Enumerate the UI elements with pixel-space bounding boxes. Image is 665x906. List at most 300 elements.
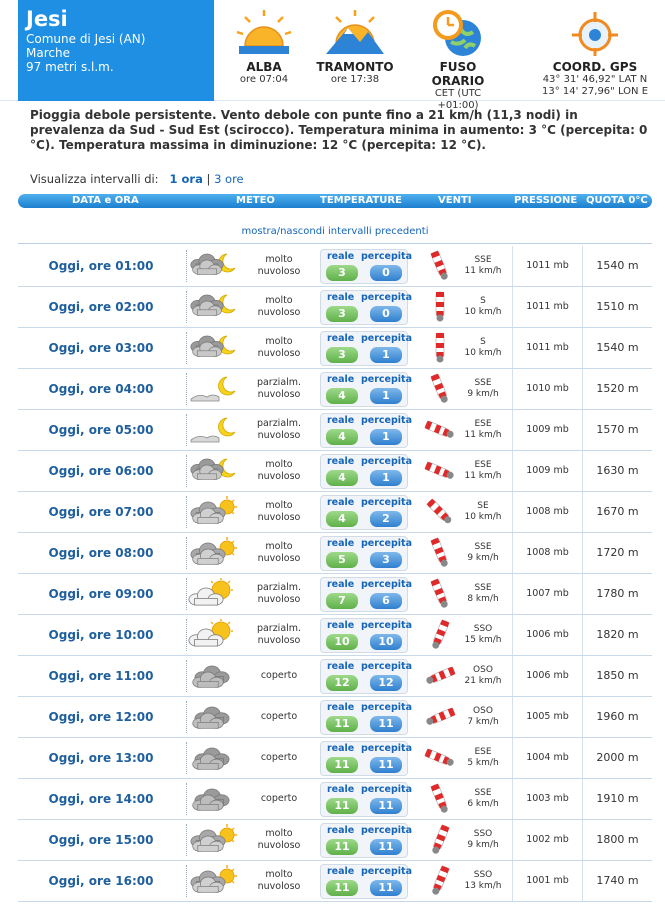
overcast-icon	[186, 701, 238, 733]
gps-target-icon	[540, 4, 650, 58]
windsock-icon	[422, 619, 458, 651]
pressure-value: 1006 mb	[512, 656, 582, 696]
wind-direction: SSO	[473, 829, 493, 839]
perceived-temp-value: 0	[370, 265, 402, 281]
row-time: Oggi, ore 01:00	[48, 259, 154, 273]
condition-line1: parzialm.	[256, 418, 302, 429]
real-temp-label: reale	[327, 702, 355, 713]
forecast-description: Pioggia debole persistente. Vento debole con punte fino a 21 km/h (11,3 nodi) in prevalenza da Sud - Sud Est (scirocco). Temperatura minima in aumento: 3 °C (percepita: 0 °C). Temperatura massima in diminuzione: 12 °C (percepita: 12 °C).	[30, 108, 648, 152]
wind-speed: 6 km/h	[467, 799, 499, 809]
wind-cell	[416, 697, 508, 737]
condition-line1: molto	[265, 541, 293, 552]
real-temp-label: reale	[327, 743, 355, 754]
wind-speed: 8 km/h	[467, 594, 499, 604]
wind-speed: 5 km/h	[467, 758, 499, 768]
real-temp-label: reale	[327, 825, 355, 836]
wind-cell	[416, 656, 508, 696]
windsock-icon	[422, 660, 458, 692]
wind-cell	[416, 615, 508, 655]
wind-info	[460, 337, 506, 359]
pressure-value: 1001 mb	[512, 861, 582, 901]
row-condition	[240, 369, 318, 409]
freezing-level-value: 1670 m	[582, 492, 652, 532]
wind-speed: 10 km/h	[464, 348, 502, 358]
condition-line1: molto	[265, 828, 293, 839]
wind-speed: 9 km/h	[467, 389, 499, 399]
freezing-level-value: 1720 m	[582, 533, 652, 573]
perceived-temp-label: percepita	[361, 374, 413, 385]
temperature-box	[320, 413, 413, 448]
condition-line1: parzialm.	[256, 582, 302, 593]
real-temp-value: 11	[326, 880, 358, 896]
row-time: Oggi, ore 04:00	[48, 382, 154, 396]
real-temp-label: reale	[327, 374, 355, 385]
wind-info	[460, 870, 506, 892]
col-date: DATA e ORA	[72, 195, 139, 206]
condition-line2: nuvoloso	[257, 512, 301, 523]
toggle-label[interactable]: mostra/nascondi intervalli precedenti	[241, 226, 429, 237]
pressure-value: 1004 mb	[512, 738, 582, 778]
timezone-value: CET (UTC +01:00)	[434, 88, 482, 111]
pressure-value: 1011 mb	[512, 246, 582, 286]
pressure-value: 1009 mb	[512, 451, 582, 491]
gps-longitude: 13° 14' 27,96" LON E	[541, 86, 649, 97]
row-condition	[240, 287, 318, 327]
perceived-temp-label: percepita	[361, 825, 413, 836]
temperature-box	[320, 741, 413, 776]
row-time: Oggi, ore 13:00	[48, 751, 154, 765]
freezing-level-value: 1960 m	[582, 697, 652, 737]
freezing-level-value: 1540 m	[582, 246, 652, 286]
freezing-level-value: 1520 m	[582, 369, 652, 409]
sunrise-info	[226, 4, 302, 96]
perceived-temp-value: 6	[370, 593, 402, 609]
wind-info	[460, 255, 506, 277]
wind-speed: 11 km/h	[464, 430, 502, 440]
windsock-icon	[422, 783, 458, 815]
row-time: Oggi, ore 16:00	[48, 874, 154, 888]
sunset-time: ore 17:38	[330, 74, 380, 85]
real-temp-label: reale	[327, 333, 355, 344]
windsock-icon	[422, 455, 458, 487]
condition-line2: nuvoloso	[257, 471, 301, 482]
wind-info	[460, 665, 506, 687]
gps-info	[540, 4, 650, 96]
real-temp-value: 3	[326, 347, 358, 363]
sunset-title: TRAMONTO	[316, 60, 394, 74]
perceived-temp-value: 1	[370, 470, 402, 486]
wind-speed: 13 km/h	[464, 881, 502, 891]
condition-line1: molto	[265, 254, 293, 265]
sunrise-time: ore 07:04	[239, 74, 289, 85]
altitude-label: 97 metri s.l.m.	[26, 60, 114, 74]
condition-line2: nuvoloso	[257, 840, 301, 851]
condition-line1: coperto	[260, 752, 298, 763]
windsock-icon	[422, 291, 458, 323]
real-temp-value: 3	[326, 265, 358, 281]
real-temp-value: 12	[326, 675, 358, 691]
windsock-icon	[422, 414, 458, 446]
wind-info	[460, 829, 506, 851]
perceived-temp-label: percepita	[361, 702, 413, 713]
wind-speed: 9 km/h	[467, 553, 499, 563]
pressure-value: 1009 mb	[512, 410, 582, 450]
windsock-icon	[422, 578, 458, 610]
wind-info	[460, 296, 506, 318]
col-quota: QUOTA 0°C	[586, 195, 648, 206]
condition-line1: molto	[265, 500, 293, 511]
row-condition	[240, 615, 318, 655]
wind-info	[460, 460, 506, 482]
condition-line2: nuvoloso	[257, 266, 301, 277]
windsock-icon	[422, 865, 458, 897]
condition-line2: nuvoloso	[257, 389, 301, 400]
condition-line2: nuvoloso	[257, 635, 301, 646]
perceived-temp-value: 1	[370, 429, 402, 445]
wind-speed: 10 km/h	[464, 307, 502, 317]
perceived-temp-value: 0	[370, 306, 402, 322]
wind-direction: ESE	[474, 747, 492, 757]
wind-cell	[416, 287, 508, 327]
row-time: Oggi, ore 02:00	[48, 300, 154, 314]
interval-label: Visualizza intervalli di:	[30, 172, 159, 186]
interval-3h-link[interactable]: 3 ore	[214, 172, 244, 186]
temperature-box	[320, 864, 413, 899]
pressure-value: 1002 mb	[512, 820, 582, 860]
real-temp-value: 11	[326, 839, 358, 855]
freezing-level-value: 1820 m	[582, 615, 652, 655]
row-time: Oggi, ore 12:00	[48, 710, 154, 724]
wind-info	[460, 706, 506, 728]
comune-label: Comune di Jesi (AN)	[26, 32, 146, 46]
temperature-box	[320, 495, 413, 530]
real-temp-value: 7	[326, 593, 358, 609]
cloudy-sun-icon	[186, 865, 238, 897]
col-meteo: METEO	[236, 195, 275, 206]
row-time: Oggi, ore 06:00	[48, 464, 154, 478]
freezing-level-value: 1630 m	[582, 451, 652, 491]
condition-line2: nuvoloso	[257, 348, 301, 359]
wind-speed: 11 km/h	[464, 471, 502, 481]
condition-line2: nuvoloso	[257, 307, 301, 318]
row-condition	[240, 246, 318, 286]
perceived-temp-label: percepita	[361, 784, 413, 795]
wind-cell	[416, 246, 508, 286]
perceived-temp-value: 2	[370, 511, 402, 527]
perceived-temp-label: percepita	[361, 497, 413, 508]
cloudy-night-icon	[186, 455, 238, 487]
condition-line1: coperto	[260, 793, 298, 804]
condition-line1: molto	[265, 295, 293, 306]
interval-1h-link[interactable]: 1 ora	[169, 172, 203, 186]
real-temp-value: 10	[326, 634, 358, 650]
temperature-box	[320, 618, 413, 653]
temperature-box	[320, 823, 413, 858]
condition-line2: nuvoloso	[257, 430, 301, 441]
freezing-level-value: 1510 m	[582, 287, 652, 327]
wind-info	[460, 747, 506, 769]
perceived-temp-value: 11	[370, 880, 402, 896]
wind-speed: 10 km/h	[464, 512, 502, 522]
wind-cell	[416, 410, 508, 450]
interval-selector	[30, 172, 244, 186]
row-time: Oggi, ore 08:00	[48, 546, 154, 560]
real-temp-value: 5	[326, 552, 358, 568]
wind-direction: SSO	[473, 624, 493, 634]
wind-speed: 15 km/h	[464, 635, 502, 645]
partly-cloudy-night-icon	[186, 373, 238, 405]
condition-line1: molto	[265, 869, 293, 880]
header-bar	[0, 0, 665, 111]
wind-direction: ESE	[474, 419, 492, 429]
real-temp-label: reale	[327, 579, 355, 590]
perceived-temp-label: percepita	[361, 538, 413, 549]
real-temp-label: reale	[327, 538, 355, 549]
overcast-icon	[186, 742, 238, 774]
freezing-level-value: 1800 m	[582, 820, 652, 860]
pressure-value: 1011 mb	[512, 328, 582, 368]
windsock-icon	[422, 701, 458, 733]
real-temp-value: 11	[326, 798, 358, 814]
gps-title: COORD. GPS	[552, 60, 638, 74]
timezone-title: FUSO ORARIO	[431, 60, 485, 88]
wind-cell	[416, 779, 508, 819]
condition-line1: parzialm.	[256, 377, 302, 388]
gps-latitude: 43° 31' 46,92" LAT N	[542, 74, 648, 85]
real-temp-value: 11	[326, 757, 358, 773]
wind-direction: OSO	[473, 706, 493, 716]
col-temperature: TEMPERATURE	[320, 195, 402, 206]
wind-info	[460, 624, 506, 646]
windsock-icon	[422, 332, 458, 364]
row-time: Oggi, ore 07:00	[48, 505, 154, 519]
table-row	[18, 574, 652, 615]
wind-direction: SE	[477, 501, 489, 511]
perceived-temp-label: percepita	[361, 251, 413, 262]
overcast-icon	[186, 660, 238, 692]
table-row	[18, 615, 652, 656]
wind-cell	[416, 492, 508, 532]
row-time: Oggi, ore 05:00	[48, 423, 154, 437]
table-row	[18, 861, 652, 902]
wind-direction: ESE	[474, 460, 492, 470]
table-row	[18, 533, 652, 574]
row-condition	[240, 820, 318, 860]
row-condition	[240, 861, 318, 901]
sunset-icon	[316, 4, 394, 58]
wind-info	[460, 419, 506, 441]
wind-direction: SSE	[474, 583, 492, 593]
temperature-box	[320, 331, 413, 366]
freezing-level-value: 1570 m	[582, 410, 652, 450]
wind-info	[460, 542, 506, 564]
cloudy-sun-icon	[186, 496, 238, 528]
row-time: Oggi, ore 09:00	[48, 587, 154, 601]
perceived-temp-label: percepita	[361, 415, 413, 426]
cloudy-night-icon	[186, 291, 238, 323]
toggle-previous-intervals[interactable]	[18, 222, 652, 244]
table-row	[18, 369, 652, 410]
wind-cell	[416, 861, 508, 901]
row-condition	[240, 492, 318, 532]
wind-info	[460, 583, 506, 605]
perceived-temp-value: 3	[370, 552, 402, 568]
wind-direction: SSO	[473, 870, 493, 880]
condition-line1: coperto	[260, 670, 298, 681]
forecast-table	[18, 246, 652, 902]
wind-speed: 11 km/h	[464, 266, 502, 276]
freezing-level-value: 1850 m	[582, 656, 652, 696]
table-row	[18, 738, 652, 779]
windsock-icon	[422, 496, 458, 528]
perceived-temp-value: 11	[370, 839, 402, 855]
region-label: Marche	[26, 46, 70, 60]
col-wind: VENTI	[438, 195, 472, 206]
row-time: Oggi, ore 03:00	[48, 341, 154, 355]
city-name: Jesi	[26, 7, 68, 31]
cloudy-sun-icon	[186, 537, 238, 569]
sunrise-title: ALBA	[246, 60, 282, 74]
wind-cell	[416, 533, 508, 573]
temperature-box	[320, 659, 413, 694]
temperature-box	[320, 577, 413, 612]
table-row	[18, 287, 652, 328]
wind-cell	[416, 820, 508, 860]
interval-separator: |	[206, 172, 211, 186]
temperature-box	[320, 782, 413, 817]
row-condition	[240, 410, 318, 450]
perceived-temp-value: 1	[370, 347, 402, 363]
perceived-temp-label: percepita	[361, 292, 413, 303]
temperature-box	[320, 700, 413, 735]
cloudy-night-icon	[186, 332, 238, 364]
perceived-temp-label: percepita	[361, 456, 413, 467]
condition-line2: nuvoloso	[257, 881, 301, 892]
row-condition	[240, 533, 318, 573]
pressure-value: 1007 mb	[512, 574, 582, 614]
wind-direction: SSE	[474, 542, 492, 552]
real-temp-label: reale	[327, 784, 355, 795]
table-row	[18, 656, 652, 697]
real-temp-label: reale	[327, 456, 355, 467]
temperature-box	[320, 249, 413, 284]
wind-info	[460, 378, 506, 400]
windsock-icon	[422, 373, 458, 405]
wind-direction: S	[480, 337, 486, 347]
wind-direction: OSO	[473, 665, 493, 675]
wind-speed: 7 km/h	[467, 717, 499, 727]
wind-speed: 9 km/h	[467, 840, 499, 850]
perceived-temp-value: 11	[370, 757, 402, 773]
condition-line1: molto	[265, 459, 293, 470]
windsock-icon	[422, 824, 458, 856]
table-row	[18, 779, 652, 820]
overcast-icon	[186, 783, 238, 815]
real-temp-value: 4	[326, 470, 358, 486]
table-row	[18, 697, 652, 738]
wind-cell	[416, 738, 508, 778]
perceived-temp-label: percepita	[361, 333, 413, 344]
wind-direction: S	[480, 296, 486, 306]
real-temp-value: 4	[326, 388, 358, 404]
windsock-icon	[422, 537, 458, 569]
freezing-level-value: 1740 m	[582, 861, 652, 901]
location-box	[18, 0, 214, 101]
wind-cell	[416, 369, 508, 409]
temperature-box	[320, 372, 413, 407]
cloudy-night-icon	[186, 250, 238, 282]
real-temp-value: 4	[326, 511, 358, 527]
pressure-value: 1011 mb	[512, 287, 582, 327]
temperature-box	[320, 290, 413, 325]
perceived-temp-value: 11	[370, 798, 402, 814]
real-temp-value: 3	[326, 306, 358, 322]
table-row	[18, 246, 652, 287]
row-condition	[240, 697, 318, 737]
perceived-temp-label: percepita	[361, 743, 413, 754]
wind-direction: SSE	[474, 255, 492, 265]
wind-direction: SSE	[474, 788, 492, 798]
real-temp-value: 11	[326, 716, 358, 732]
condition-line2: nuvoloso	[257, 594, 301, 605]
table-row	[18, 492, 652, 533]
pressure-value: 1010 mb	[512, 369, 582, 409]
cloudy-sun-icon	[186, 824, 238, 856]
sunset-info	[316, 4, 394, 96]
freezing-level-value: 1780 m	[582, 574, 652, 614]
perceived-temp-value: 1	[370, 388, 402, 404]
real-temp-label: reale	[327, 497, 355, 508]
partly-cloudy-night-icon	[186, 414, 238, 446]
windsock-icon	[422, 742, 458, 774]
perceived-temp-value: 12	[370, 675, 402, 691]
row-condition	[240, 656, 318, 696]
wind-cell	[416, 574, 508, 614]
perceived-temp-value: 11	[370, 716, 402, 732]
real-temp-label: reale	[327, 620, 355, 631]
real-temp-label: reale	[327, 866, 355, 877]
freezing-level-value: 1910 m	[582, 779, 652, 819]
table-row	[18, 410, 652, 451]
temperature-box	[320, 454, 413, 489]
pressure-value: 1008 mb	[512, 533, 582, 573]
pressure-value: 1005 mb	[512, 697, 582, 737]
wind-cell	[416, 328, 508, 368]
partly-cloudy-sun-icon	[186, 619, 238, 651]
freezing-level-value: 1540 m	[582, 328, 652, 368]
real-temp-label: reale	[327, 292, 355, 303]
wind-direction: SSE	[474, 378, 492, 388]
wind-info	[460, 788, 506, 810]
real-temp-label: reale	[327, 251, 355, 262]
row-time: Oggi, ore 10:00	[48, 628, 154, 642]
condition-line2: nuvoloso	[257, 553, 301, 564]
row-time: Oggi, ore 15:00	[48, 833, 154, 847]
clock-globe-icon	[416, 4, 500, 58]
freezing-level-value: 2000 m	[582, 738, 652, 778]
timezone-info	[416, 4, 500, 111]
table-row	[18, 451, 652, 492]
real-temp-label: reale	[327, 415, 355, 426]
partly-cloudy-sun-icon	[186, 578, 238, 610]
perceived-temp-label: percepita	[361, 620, 413, 631]
condition-line1: molto	[265, 336, 293, 347]
row-condition	[240, 574, 318, 614]
row-time: Oggi, ore 14:00	[48, 792, 154, 806]
perceived-temp-value: 10	[370, 634, 402, 650]
row-condition	[240, 451, 318, 491]
pressure-value: 1008 mb	[512, 492, 582, 532]
